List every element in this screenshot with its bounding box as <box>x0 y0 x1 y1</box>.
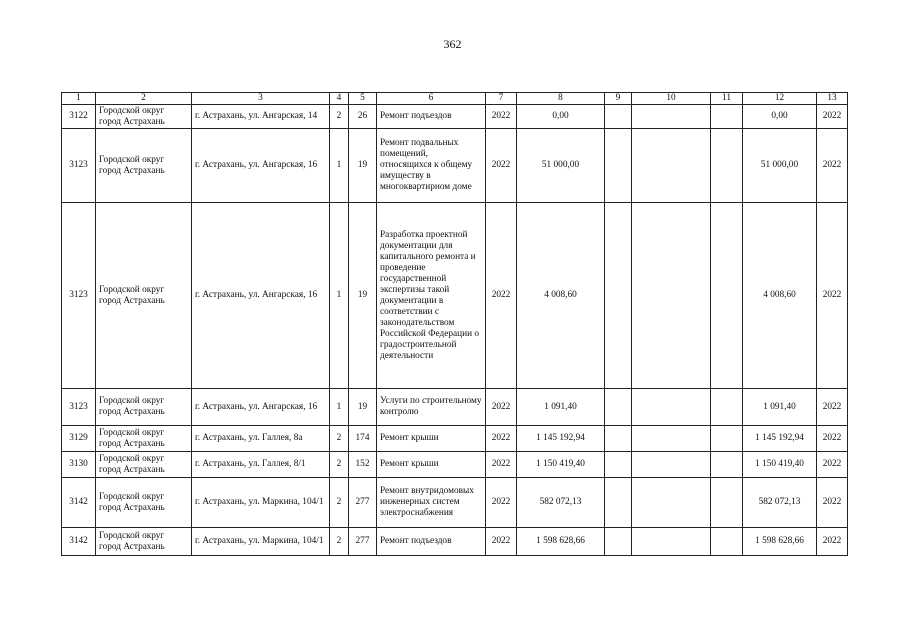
column-header: 5 <box>349 93 377 105</box>
municipality: Городской округ город Астрахань <box>96 452 192 478</box>
col-10-value <box>632 478 711 528</box>
total-cost: 582 072,13 <box>517 478 605 528</box>
column-header: 2 <box>96 93 192 105</box>
record-number: 3142 <box>62 478 96 528</box>
completion-year: 2022 <box>817 389 848 426</box>
total-cost: 1 150 419,40 <box>517 452 605 478</box>
municipality: Городской округ город Астрахань <box>96 105 192 129</box>
col-10-value <box>632 528 711 556</box>
column-header: 12 <box>743 93 817 105</box>
work-type: Ремонт подъездов <box>377 105 486 129</box>
col-5-value: 174 <box>349 426 377 452</box>
col-4-value: 1 <box>330 389 349 426</box>
col-5-value: 277 <box>349 528 377 556</box>
total-cost: 51 000,00 <box>517 129 605 203</box>
table-row <box>62 203 848 389</box>
year: 2022 <box>486 452 517 478</box>
col-12-cost: 1 150 419,40 <box>743 452 817 478</box>
address: г. Астрахань, ул. Ангарская, 16 <box>192 203 330 389</box>
year: 2022 <box>486 426 517 452</box>
col-9-value <box>605 129 632 203</box>
col-11-value <box>711 105 743 129</box>
column-header: 10 <box>632 93 711 105</box>
record-number: 3129 <box>62 426 96 452</box>
total-cost: 1 598 628,66 <box>517 528 605 556</box>
municipality: Городской округ город Астрахань <box>96 426 192 452</box>
col-12-cost: 1 598 628,66 <box>743 528 817 556</box>
page-number: 362 <box>443 37 462 51</box>
completion-year: 2022 <box>817 426 848 452</box>
record-number: 3123 <box>62 129 96 203</box>
completion-year: 2022 <box>817 105 848 129</box>
table-row <box>62 478 848 528</box>
table-row <box>62 452 848 478</box>
work-type: Услуги по строительному контролю <box>377 389 486 426</box>
year: 2022 <box>486 389 517 426</box>
col-12-cost: 51 000,00 <box>743 129 817 203</box>
col-9-value <box>605 105 632 129</box>
col-5-value: 19 <box>349 129 377 203</box>
completion-year: 2022 <box>817 452 848 478</box>
col-4-value: 2 <box>330 426 349 452</box>
col-10-value <box>632 203 711 389</box>
col-4-value: 2 <box>330 528 349 556</box>
work-type: Ремонт крыши <box>377 452 486 478</box>
table-row <box>62 105 848 129</box>
repair-program-table <box>61 92 848 556</box>
address: г. Астрахань, ул. Маркина, 104/1 <box>192 478 330 528</box>
col-12-cost: 4 008,60 <box>743 203 817 389</box>
col-9-value <box>605 478 632 528</box>
work-type: Ремонт внутридомовых инженерных систем электроснабжения <box>377 478 486 528</box>
column-header: 3 <box>192 93 330 105</box>
work-type: Разработка проектной документации для капитального ремонта и проведение государственной экспертизы такой документации в соответствии с законодательством Российской Федерации о градостроительной деятельности <box>377 203 486 389</box>
table-row <box>62 426 848 452</box>
col-10-value <box>632 105 711 129</box>
col-4-value: 2 <box>330 478 349 528</box>
col-5-value: 19 <box>349 203 377 389</box>
col-5-value: 26 <box>349 105 377 129</box>
col-4-value: 1 <box>330 129 349 203</box>
column-header: 8 <box>517 93 605 105</box>
work-type: Ремонт подъездов <box>377 528 486 556</box>
completion-year: 2022 <box>817 203 848 389</box>
total-cost: 1 145 192,94 <box>517 426 605 452</box>
year: 2022 <box>486 105 517 129</box>
col-11-value <box>711 389 743 426</box>
table-row <box>62 528 848 556</box>
col-10-value <box>632 426 711 452</box>
record-number: 3123 <box>62 203 96 389</box>
column-header: 9 <box>605 93 632 105</box>
municipality: Городской округ город Астрахань <box>96 528 192 556</box>
record-number: 3123 <box>62 389 96 426</box>
col-11-value <box>711 452 743 478</box>
municipality: Городской округ город Астрахань <box>96 389 192 426</box>
completion-year: 2022 <box>817 129 848 203</box>
column-header: 11 <box>711 93 743 105</box>
col-11-value <box>711 129 743 203</box>
column-header: 6 <box>377 93 486 105</box>
address: г. Астрахань, ул. Галлея, 8а <box>192 426 330 452</box>
col-9-value <box>605 426 632 452</box>
column-header: 7 <box>486 93 517 105</box>
record-number: 3142 <box>62 528 96 556</box>
table-row <box>62 129 848 203</box>
col-9-value <box>605 389 632 426</box>
total-cost: 0,00 <box>517 105 605 129</box>
total-cost: 4 008,60 <box>517 203 605 389</box>
col-12-cost: 582 072,13 <box>743 478 817 528</box>
record-number: 3130 <box>62 452 96 478</box>
column-number-header-row <box>62 93 848 105</box>
col-11-value <box>711 426 743 452</box>
address: г. Астрахань, ул. Ангарская, 16 <box>192 129 330 203</box>
municipality: Городской округ город Астрахань <box>96 478 192 528</box>
column-header: 13 <box>817 93 848 105</box>
col-5-value: 152 <box>349 452 377 478</box>
col-9-value <box>605 452 632 478</box>
column-header: 4 <box>330 93 349 105</box>
col-9-value <box>605 528 632 556</box>
table-row <box>62 389 848 426</box>
col-4-value: 2 <box>330 105 349 129</box>
completion-year: 2022 <box>817 528 848 556</box>
col-9-value <box>605 203 632 389</box>
address: г. Астрахань, ул. Ангарская, 16 <box>192 389 330 426</box>
total-cost: 1 091,40 <box>517 389 605 426</box>
column-header: 1 <box>62 93 96 105</box>
year: 2022 <box>486 528 517 556</box>
work-type: Ремонт крыши <box>377 426 486 452</box>
col-5-value: 277 <box>349 478 377 528</box>
year: 2022 <box>486 129 517 203</box>
col-12-cost: 0,00 <box>743 105 817 129</box>
address: г. Астрахань, ул. Ангарская, 14 <box>192 105 330 129</box>
col-5-value: 19 <box>349 389 377 426</box>
record-number: 3122 <box>62 105 96 129</box>
col-12-cost: 1 091,40 <box>743 389 817 426</box>
col-11-value <box>711 528 743 556</box>
year: 2022 <box>486 478 517 528</box>
municipality: Городской округ город Астрахань <box>96 129 192 203</box>
col-11-value <box>711 478 743 528</box>
address: г. Астрахань, ул. Маркина, 104/1 <box>192 528 330 556</box>
col-4-value: 1 <box>330 203 349 389</box>
col-10-value <box>632 129 711 203</box>
year: 2022 <box>486 203 517 389</box>
col-4-value: 2 <box>330 452 349 478</box>
col-10-value <box>632 452 711 478</box>
work-type: Ремонт подвальных помещений, относящихся к общему имуществу в многоквартирном доме <box>377 129 486 203</box>
completion-year: 2022 <box>817 478 848 528</box>
col-12-cost: 1 145 192,94 <box>743 426 817 452</box>
col-11-value <box>711 203 743 389</box>
address: г. Астрахань, ул. Галлея, 8/1 <box>192 452 330 478</box>
municipality: Городской округ город Астрахань <box>96 203 192 389</box>
col-10-value <box>632 389 711 426</box>
